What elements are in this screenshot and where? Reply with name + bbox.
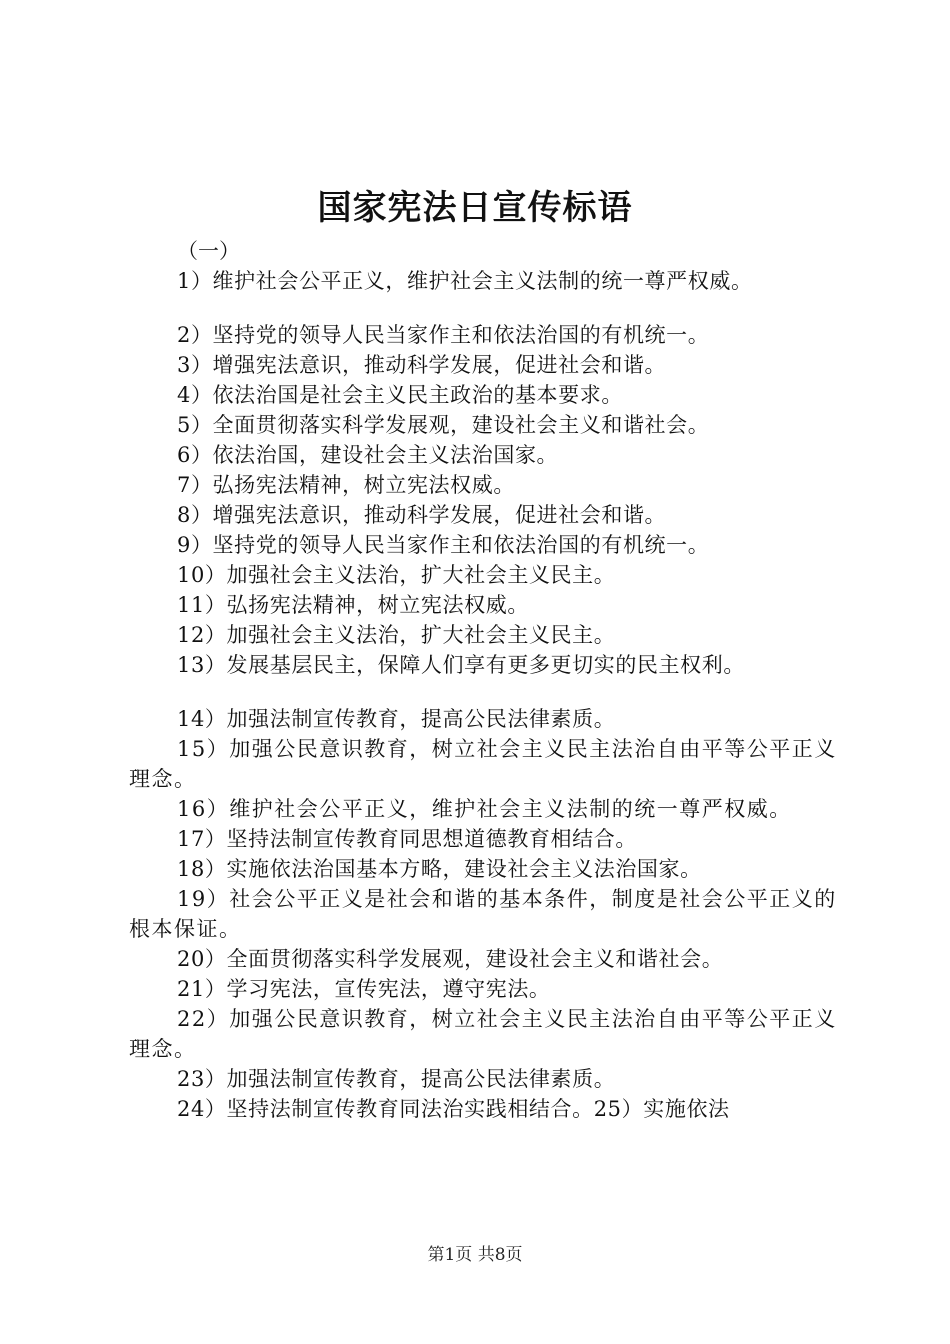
slogan-item: 1）维护社会公平正义，维护社会主义法制的统一尊严权威。	[177, 269, 753, 293]
slogan-item: 14）加强法制宣传教育，提高公民法律素质。	[177, 707, 616, 731]
document-body	[129, 236, 845, 1124]
slogan-item: 5）全面贯彻落实科学发展观，建设社会主义和谐社会。	[177, 413, 710, 437]
slogan-item: 3）增强宪法意识，推动科学发展，促进社会和谐。	[177, 353, 667, 377]
slogan-item: 21）学习宪法，宣传宪法，遵守宪法。	[177, 977, 551, 1001]
slogan-item: 7）弘扬宪法精神，树立宪法权威。	[177, 473, 515, 497]
slogan-item: 2）坚持党的领导人民当家作主和依法治国的有机统一。	[177, 323, 710, 347]
slogan-item: 8）增强宪法意识，推动科学发展，促进社会和谐。	[177, 503, 667, 527]
slogan-item: 18）实施依法治国基本方略，建设社会主义法治国家。	[177, 857, 702, 881]
slogan-item: 24）坚持法制宣传教育同法治实践相结合。25）实施依法	[177, 1097, 730, 1121]
slogan-item: 4）依法治国是社会主义民主政治的基本要求。	[177, 383, 623, 407]
slogan-item: 16）维护社会公平正义，维护社会主义法制的统一尊严权威。	[177, 797, 792, 821]
slogan-item: 23）加强法制宣传教育，提高公民法律素质。	[177, 1067, 616, 1091]
slogan-item: 20）全面贯彻落实科学发展观，建设社会主义和谐社会。	[177, 947, 724, 971]
slogan-item: 9）坚持党的领导人民当家作主和依法治国的有机统一。	[177, 533, 710, 557]
slogan-item: 11）弘扬宪法精神，树立宪法权威。	[177, 593, 529, 617]
slogan-item: 22）加强公民意识教育，树立社会主义民主法治自由平等公平正义理念。	[129, 1007, 837, 1061]
page-footer: 第1页 共8页	[427, 1245, 523, 1265]
slogan-item: 17）坚持法制宣传教育同思想道德教育相结合。	[177, 827, 637, 851]
section-label: （一）	[177, 239, 240, 263]
slogan-item: 6）依法治国，建设社会主义法治国家。	[177, 443, 559, 467]
slogan-item: 19）社会公平正义是社会和谐的基本条件，制度是社会公平正义的根本保证。	[129, 887, 837, 941]
page-title: 国家宪法日宣传标语	[317, 188, 633, 228]
slogan-item: 12）加强社会主义法治，扩大社会主义民主。	[177, 623, 616, 647]
slogan-item: 13）发展基层民主，保障人们享有更多更切实的民主权利。	[177, 653, 745, 677]
slogan-item: 15）加强公民意识教育，树立社会主义民主法治自由平等公平正义理念。	[129, 737, 837, 791]
slogan-item: 10）加强社会主义法治，扩大社会主义民主。	[177, 563, 616, 587]
